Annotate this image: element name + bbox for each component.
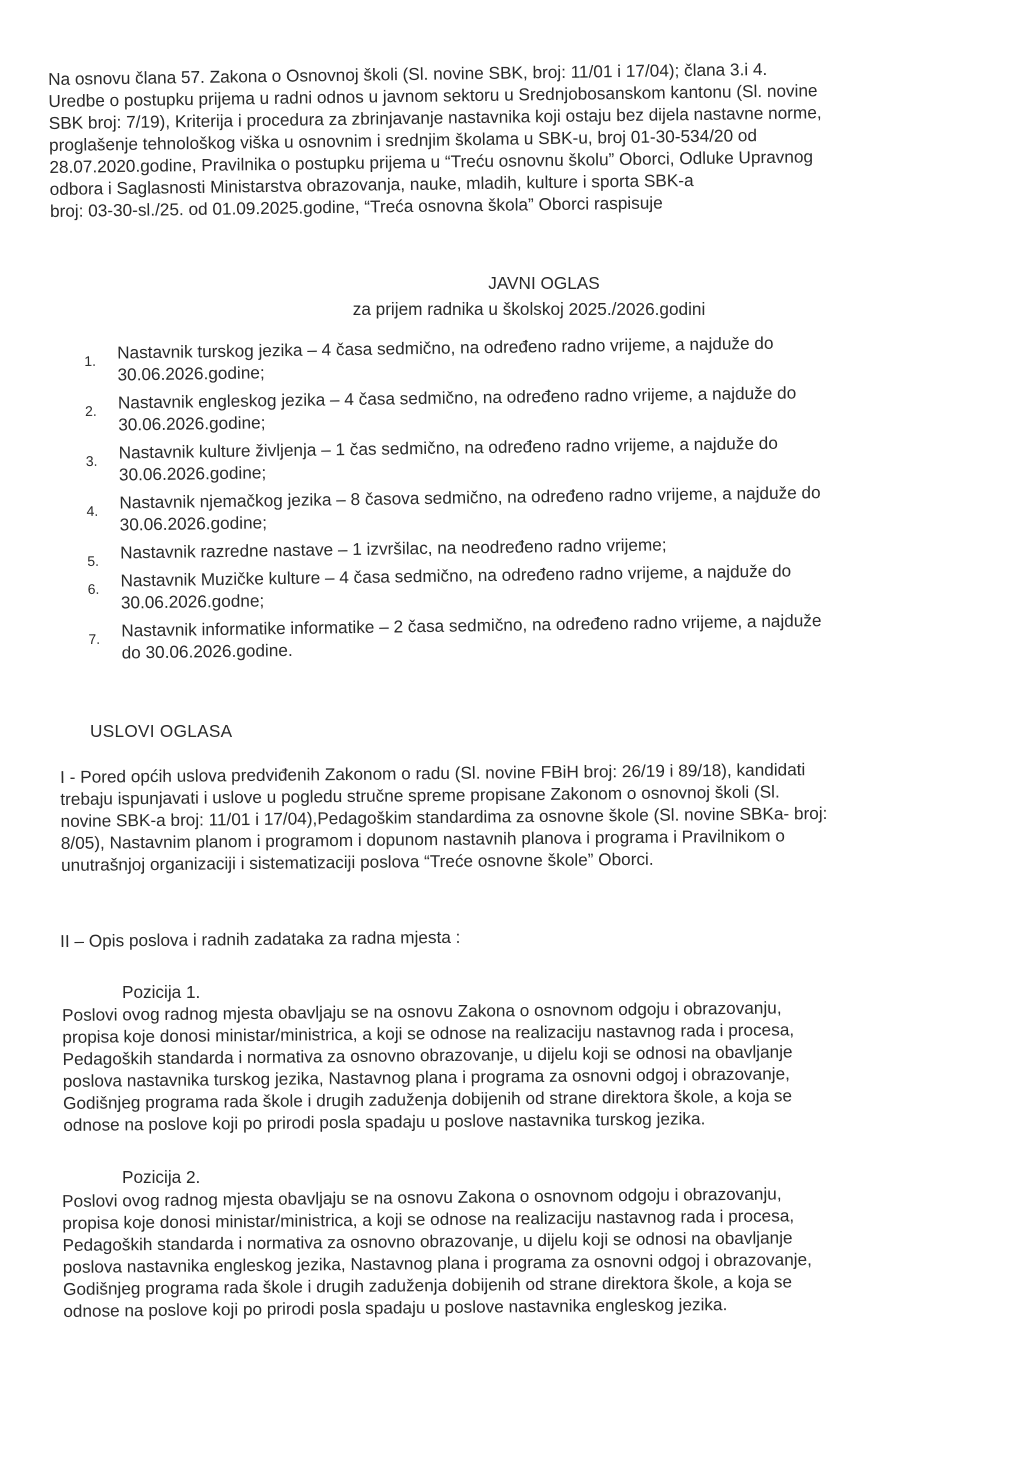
paragraph-line: Godišnjeg programa rada škole i drugih zaduženja dobijenih od strane direktora škole, a koja se [62, 1271, 793, 1299]
section-one-paragraph [60, 756, 1011, 876]
position-text: Nastavnik kulture življenja – 1 čas sedmično, na određeno radno vrijeme, a najduže do [118, 432, 778, 463]
paragraph-line: II – Opis poslova i radnih zadataka za radna mjesta : [60, 926, 461, 951]
pozicija-1-heading: Pozicija 1. [122, 982, 201, 1002]
pozicija-2-heading: Pozicija 2. [122, 1167, 201, 1187]
title-main: JAVNI OGLAS [488, 273, 600, 293]
paragraph-line: poslova nastavnika turskog jezika, Nastavnog plana i programa za osnovni odgoj i obrazovanje, [62, 1063, 790, 1091]
position-text: 30.06.2026.godine; [118, 412, 266, 435]
paragraph-line: novine SBK-a broj: 11/01 i 17/04),Pedagoškim standardima za osnovne škole (Sl. novine SBKa- broj: [60, 802, 828, 831]
paragraph-line: propisa koje donosi ministar/ministrica, a koji se odnose na realizaciju nastavnog rada i procesa, [62, 1205, 795, 1233]
paragraph-line: Poslovi ovog radnog mjesta obavljaju se na osnovu Zakona o osnovnom odgoju i obrazovanju, [62, 997, 782, 1025]
intro-line: broj: 03-30-sl./25. od 01.09.2025.godine, “Treća osnovna škola” Oborci raspisuje [49, 192, 663, 221]
position-number: 1. [84, 352, 97, 369]
title-subtitle: za prijem radnika u školskoj 2025./2026.godini [352, 299, 706, 319]
position-number: 5. [87, 552, 100, 569]
pozicija-1-paragraph [62, 994, 993, 1136]
position-text: Nastavnik razredne nastave – 1 izvršilac, na neodređeno radno vrijeme; [119, 534, 667, 563]
paragraph-line: propisa koje donosi ministar/ministrica, a koji se odnose na realizaciju nastavnog rada i procesa, [62, 1019, 795, 1047]
position-text: Nastavnik engleskog jezika – 4 časa sedmično, na određeno radno vrijeme, a najduže do [117, 382, 797, 413]
position-text: Nastavnik turskog jezika – 4 časa sedmično, na određeno radno vrijeme, a najduže do [117, 332, 774, 363]
paragraph-line: poslova nastavnika engleskog jezika, Nastavnog plana i programa za osnovni odgoj i obrazovanje, [62, 1249, 812, 1277]
position-number: 2. [84, 402, 97, 419]
paragraph-line: Poslovi ovog radnog mjesta obavljaju se na osnovu Zakona o osnovnom odgoju i obrazovanju, [62, 1183, 782, 1211]
position-item [84, 329, 995, 386]
paragraph-line: odnose na poslove koji po prirodi posla spadaju u poslove nastavnika engleskog jezika. [63, 1294, 728, 1321]
paragraph-line: 8/05), Nastavnim planom i programom i dopunom nastavnih planova i programa i Pravilnikom o [60, 825, 786, 853]
conditions-heading: USLOVI OGLASA [90, 721, 233, 741]
position-text: Nastavnik Muzičke kulture – 4 časa sedmično, na određeno radno vrijeme, a najduže do [120, 560, 792, 591]
intro-line: Na osnovu člana 57. Zakona o Osnovnoj školi (Sl. novine SBK, broj: 11/01 i 17/04); člana 3.i 4. [48, 58, 768, 89]
paragraph-line: trebaju ispunjavati i uslove u pogledu stručne spreme propisane Zakonom o osnovnoj školi (Sl. [60, 781, 780, 809]
intro-line: odbora i Saglasnosti Ministarstva obrazovanja, nauke, mladih, kulture i sporta SBK-a [49, 169, 694, 199]
paragraph-line: Pedagoških standarda i normativa za osnovno obrazovanje, u dijelu koji se odnosi na obavljanje [62, 1041, 793, 1069]
intro-line: 28.07.2020.godine, Pravilnika o postupku prijema u “Treću osnovnu školu” Oborci, Odluke Upravnog [49, 146, 814, 177]
paragraph-line: unutrašnjoj organizaciji i sistematizaciji poslova “Treće osnovne škole” Oborci. [60, 848, 654, 875]
section-two-heading [60, 923, 760, 952]
position-item [85, 378, 996, 435]
position-item [86, 478, 997, 535]
position-item [85, 428, 996, 485]
intro-line: SBK broj: 7/19), Kriterija i procedura za zbrinjavanje nastavnika koji ostaju bez dijela nastavne norme, [48, 102, 822, 133]
position-number: 3. [85, 452, 98, 469]
paragraph-line: Godišnjeg programa rada škole i drugih zaduženja dobijenih od strane direktora škole, a koja se [62, 1085, 793, 1113]
position-number: 6. [87, 580, 100, 597]
position-number: 4. [86, 502, 99, 519]
position-item [87, 556, 998, 613]
announcement-title [0, 270, 1028, 322]
intro-line: Uredbe o postupku prijema u radni odnos u javnom sektoru u Srednjobosanskom kantonu (Sl. novine [48, 80, 818, 111]
position-item [88, 606, 999, 663]
position-text: Nastavnik informatike informatike – 2 časa sedmično, na određeno radno vrijeme, a najduže [121, 610, 822, 641]
paragraph-line: I - Pored općih uslova predviđenih Zakonom o radu (Sl. novine FBiH broj: 26/19 i 89/18), kandidati [60, 759, 806, 787]
position-text: Nastavnik njemačkog jezika – 8 časova sedmično, na određeno radno vrijeme, a najduže do [119, 482, 821, 513]
paragraph-line: odnose na poslove koji po prirodi posla spadaju u poslove nastavnika turskog jezika. [63, 1108, 706, 1135]
position-text: 30.06.2026.godine; [117, 362, 265, 385]
pozicija-2-paragraph [62, 1180, 993, 1322]
position-text: 30.06.2026.godine; [119, 512, 268, 535]
paragraph-line: Pedagoških standarda i normativa za osnovno obrazovanje, u dijelu koji se odnosi na obavljanje [62, 1227, 793, 1255]
position-text: 30.06.2026.godine; [118, 462, 267, 485]
position-text: do 30.06.2026.godine. [121, 639, 293, 663]
intro-line: proglašenje tehnološkog viška u osnovnim i srednjim školama u SBK-u, broj 01-30-534/20 od [48, 125, 758, 155]
position-number: 7. [88, 630, 101, 647]
position-list [84, 329, 999, 670]
intro-paragraph [48, 55, 980, 222]
position-text: 30.06.2026.godne; [120, 590, 265, 613]
